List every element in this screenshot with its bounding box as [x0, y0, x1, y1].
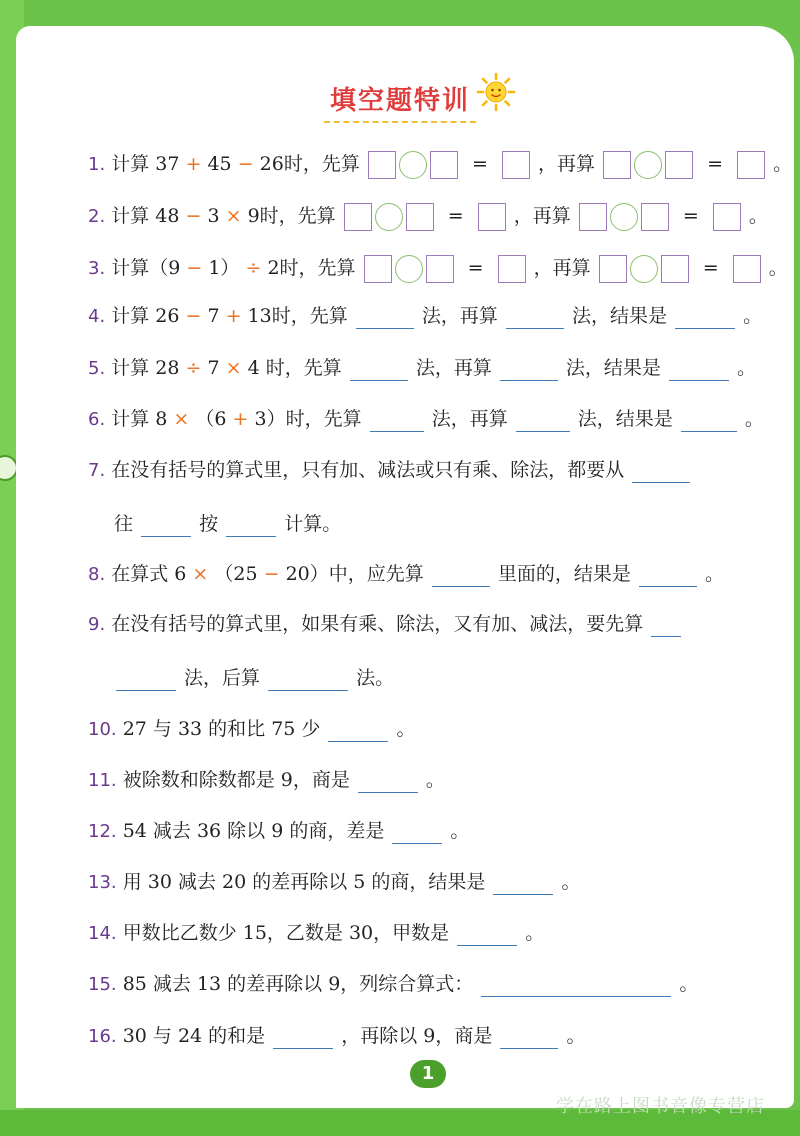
fill-blank[interactable] [493, 872, 553, 895]
fill-blank[interactable] [432, 564, 490, 587]
answer-box[interactable] [478, 203, 506, 231]
question-4: 4. 计算 26 − 7 + 13时，先算 法，再算 法，结果是 。 [88, 305, 763, 327]
fill-blank[interactable] [116, 668, 176, 691]
question-3: 3. 计算（9 − 1） ÷ 2时，先算 = ，再算 = 。 [88, 250, 788, 286]
fill-blank[interactable] [506, 306, 564, 329]
fill-blank[interactable] [141, 514, 191, 537]
fill-blank[interactable] [516, 409, 570, 432]
question-16: 16. 30 与 24 的和是 ，再除以 9，商是 。 [88, 1025, 586, 1047]
answer-box[interactable] [498, 255, 526, 283]
fill-blank[interactable] [392, 821, 442, 844]
operator-circle[interactable] [399, 151, 427, 179]
fill-blank[interactable] [268, 668, 348, 691]
answer-box[interactable] [641, 203, 669, 231]
fill-blank[interactable] [675, 306, 735, 329]
fill-blank[interactable] [350, 358, 408, 381]
question-1: 1. 计算 37 + 45 − 26时，先算 = ，再算 = 。 [88, 146, 792, 182]
fill-blank[interactable] [681, 409, 737, 432]
question-7-line-2: 往 按 计算。 [114, 513, 342, 535]
answer-box[interactable] [406, 203, 434, 231]
fill-blank[interactable] [457, 923, 517, 946]
question-11: 11. 被除数和除数都是 9，商是 。 [88, 769, 445, 791]
fill-blank[interactable] [632, 460, 690, 483]
operator-circle[interactable] [610, 203, 638, 231]
answer-box[interactable] [603, 151, 631, 179]
question-7: 7. 在没有括号的算式里，只有加、减法或只有乘、除法，都要从 [88, 452, 692, 488]
fill-blank[interactable] [273, 1026, 333, 1049]
fill-blank[interactable] [356, 306, 414, 329]
question-12: 12. 54 减去 36 除以 9 的商，差是 。 [88, 820, 470, 842]
fill-blank[interactable] [651, 614, 681, 637]
operator-circle[interactable] [634, 151, 662, 179]
answer-box[interactable] [579, 203, 607, 231]
fill-blank[interactable] [226, 514, 276, 537]
answer-box[interactable] [426, 255, 454, 283]
question-15: 15. 85 减去 13 的差再除以 9，列综合算式： 。 [88, 973, 699, 995]
page-title: 填空题特训 [324, 80, 476, 123]
page-number: 1 [410, 1060, 446, 1088]
answer-box[interactable] [665, 151, 693, 179]
fill-blank[interactable] [481, 974, 671, 997]
answer-box[interactable] [368, 151, 396, 179]
title-area [0, 80, 800, 123]
fill-blank[interactable] [370, 409, 424, 432]
question-9-line-2: 法，后算 法。 [114, 660, 394, 696]
answer-box[interactable] [599, 255, 627, 283]
fill-blank[interactable] [500, 1026, 558, 1049]
sun-icon [476, 72, 516, 112]
fill-blank[interactable] [669, 358, 729, 381]
question-2: 2. 计算 48 − 3 × 9时，先算 = ，再算 = 。 [88, 198, 768, 234]
fill-blank[interactable] [500, 358, 558, 381]
question-10: 10. 27 与 33 的和比 75 少 。 [88, 718, 416, 740]
question-14: 14. 甲数比乙数少 15，乙数是 30，甲数是 。 [88, 922, 545, 944]
answer-box[interactable] [733, 255, 761, 283]
answer-box[interactable] [502, 151, 530, 179]
fill-blank[interactable] [358, 770, 418, 793]
watermark: 学在路上图书音像专营店 [556, 1096, 765, 1117]
answer-box[interactable] [430, 151, 458, 179]
fill-blank[interactable] [639, 564, 697, 587]
fill-blank[interactable] [328, 719, 388, 742]
question-13: 13. 用 30 减去 20 的差再除以 5 的商，结果是 。 [88, 871, 581, 893]
question-5: 5. 计算 28 ÷ 7 × 4 时，先算 法，再算 法，结果是 。 [88, 357, 757, 379]
answer-box[interactable] [737, 151, 765, 179]
operator-circle[interactable] [395, 255, 423, 283]
question-6: 6. 计算 8 × （6 + 3）时，先算 法，再算 法，结果是 。 [88, 408, 764, 430]
answer-box[interactable] [713, 203, 741, 231]
operator-circle[interactable] [630, 255, 658, 283]
answer-box[interactable] [364, 255, 392, 283]
question-9: 9. 在没有括号的算式里，如果有乘、除法，又有加、减法，要先算 [88, 606, 683, 642]
answer-box[interactable] [344, 203, 372, 231]
operator-circle[interactable] [375, 203, 403, 231]
question-8: 8. 在算式 6 × （25 − 20）中，应先算 里面的，结果是 。 [88, 563, 724, 585]
answer-box[interactable] [661, 255, 689, 283]
